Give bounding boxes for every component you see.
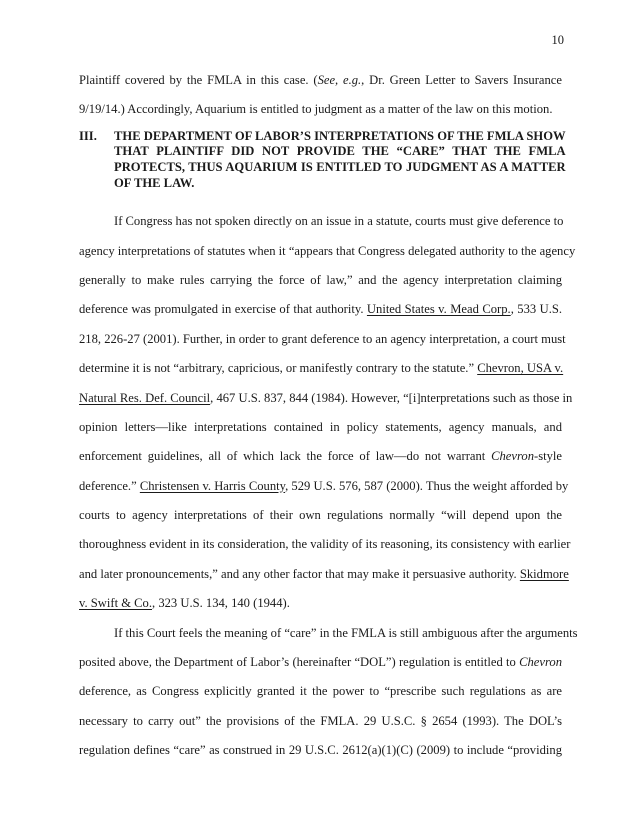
text-line: determine it is not “arbitrary, capricious, or manifestly contrary to the statute.” Chevron, USA v. [79, 361, 564, 376]
text-line: deference, as Congress explicitly granted it the power to “prescribe such regulations as are [79, 684, 562, 699]
text-line: agency interpretations of statutes when it “appears that Congress delegated authority to the agency [79, 243, 576, 258]
text-line: 218, 226-27 (2001). Further, in order to grant deference to an agency interpretation, a court must [79, 331, 566, 346]
text-line: courts to agency interpretations of their own regulations normally “will depend upon the [79, 508, 562, 523]
text-line: generally to make rules carrying the force of law,” and the agency interpretation claiming [79, 272, 562, 287]
heading-line: THE DEPARTMENT OF LABOR’S INTERPRETATIONS OF THE FMLA SHOW [114, 128, 566, 143]
text-line: If this Court feels the meaning of “care” in the FMLA is still ambiguous after the arguments [114, 625, 578, 640]
paragraph-deference [79, 207, 576, 618]
text-line: If Congress has not spoken directly on an issue in a statute, courts must give deference to [114, 214, 564, 229]
text-line: v. Swift & Co., 323 U.S. 134, 140 (1944). [79, 596, 290, 611]
case-citation: United States v. Mead Corp. [366, 302, 511, 317]
text-line: opinion letters—like interpretations contained in policy statements, agency manuals, and [79, 419, 562, 434]
document-body [79, 66, 578, 766]
case-name-italic: Chevron [491, 449, 535, 464]
text-line: 9/19/14.) Accordingly, Aquarium is entitled to judgment as a matter of the law on this motion. [79, 102, 553, 117]
text-line: deference.” Christensen v. Harris County, 529 U.S. 576, 587 (2000). Thus the weight afforded by [79, 478, 569, 493]
text-line: Plaintiff covered by the FMLA in this case. (See, e.g., Dr. Green Letter to Savers Insurance [79, 73, 562, 87]
text-line: enforcement guidelines, all of which lack the force of law—do not warrant Chevron-style [79, 449, 562, 464]
text-line: and later pronouncements,” and any other factor that may make it persuasive authority. Skidmore [79, 566, 569, 581]
heading-line: PROTECTS, THUS AQUARIUM IS ENTITLED TO JUDGMENT AS A MATTER [114, 159, 566, 174]
case-citation: Natural Res. Def. Council [79, 390, 211, 405]
paragraph-dol-regulation [79, 619, 578, 766]
page-number: 10 [551, 33, 564, 47]
text-line: necessary to carry out” the provisions of the FMLA. 29 U.S.C. § 2654 (1993). The DOL’s [79, 713, 562, 728]
section-heading [79, 128, 566, 191]
text-line: thoroughness evident in its consideration, the validity of its reasoning, its consistency with earlier [79, 537, 571, 552]
intro-paragraph [79, 66, 562, 125]
text-line: posited above, the Department of Labor’s (hereinafter “DOL”) regulation is entitled to Chevron [79, 655, 562, 670]
heading-line: THAT PLAINTIFF DID NOT PROVIDE THE “CARE” THAT THE FMLA [114, 144, 566, 159]
case-citation: Christensen v. Harris County [139, 478, 286, 493]
case-citation: Skidmore [519, 566, 569, 581]
case-name-italic: Chevron [519, 655, 562, 670]
section-number: III. [79, 128, 97, 143]
text-line: regulation defines “care” as construed in 29 U.S.C. 2612(a)(1)(C) (2009) to include “providing [79, 743, 562, 758]
case-citation: v. Swift & Co. [79, 596, 153, 611]
case-citation: Chevron, USA v. [477, 361, 564, 376]
section-title [114, 129, 566, 191]
text-line: Natural Res. Def. Council, 467 U.S. 837, 844 (1984). However, “[i]nterpretations such as those in [79, 390, 573, 405]
heading-line: OF THE LAW. [114, 175, 195, 190]
text-line: deference was promulgated in exercise of that authority. United States v. Mead Corp., 533 U.S. [79, 302, 563, 317]
signal-see-eg: See, e.g. [317, 73, 362, 87]
